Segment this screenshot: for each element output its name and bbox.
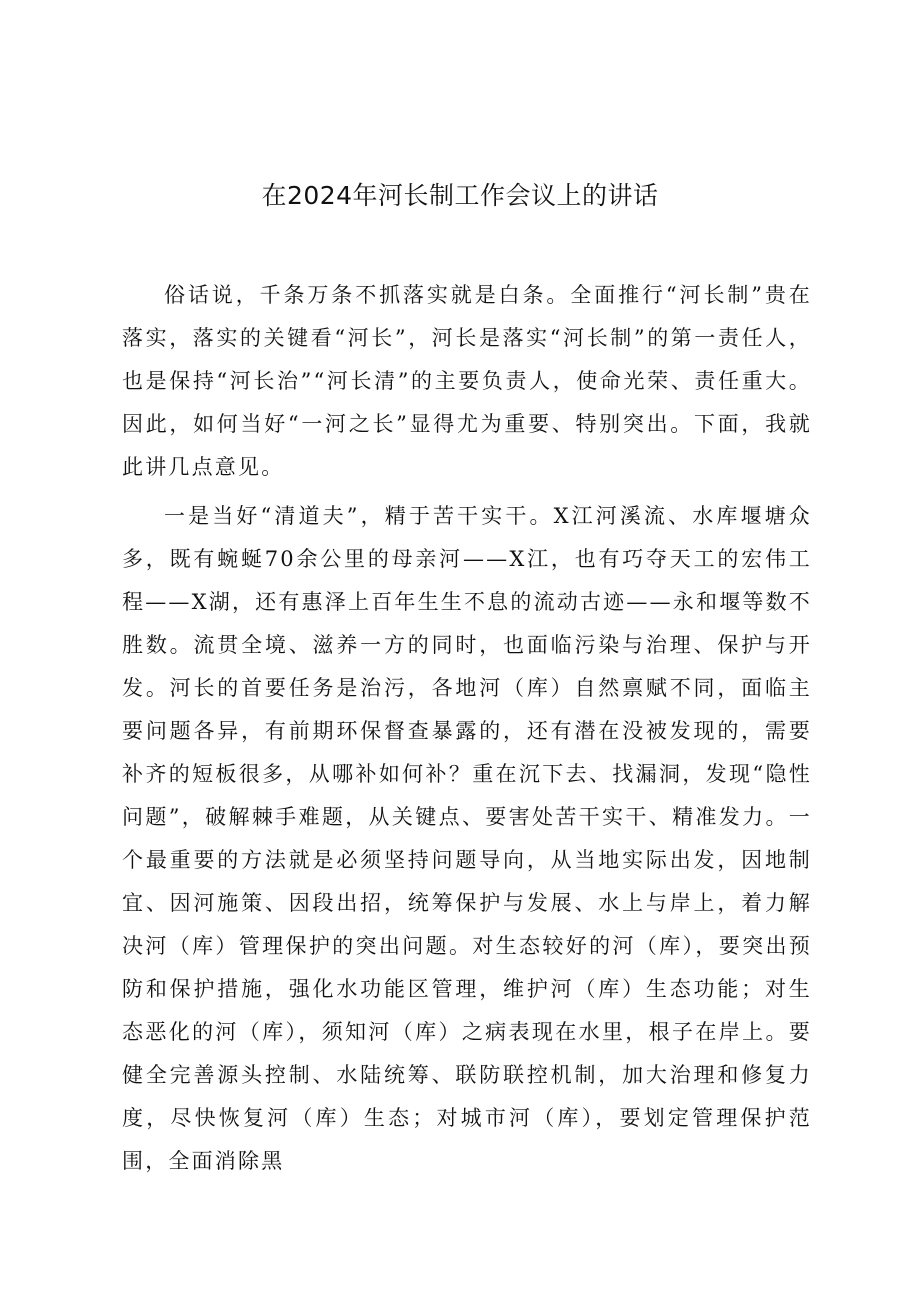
document-title: 在2024年河长制工作会议上的讲话 [261,181,659,210]
paragraph-intro: 俗话说，千条万条不抓落实就是白条。全面推行“河长制”贵在落实，落实的关键看“河长”，河长是落实“河长制”的第一责任人，也是保持“河长治”“河长清”的主要负责人，使命光荣、责任重大。因此，如何当好“一河之长”显得尤为重要、特别突出。下面，我就此讲几点意见。 [122,283,812,479]
paragraph-point-one: 一是当好“清道夫”，精于苦干实干。X江河溪流、水库堰塘众多，既有蜿蜒70余公里的母亲河——X江，也有巧夺天工的宏伟工程——X湖，还有惠泽上百年生生不息的流动古迹——永和堰等数不胜数。流贯全境、滋养一方的同时，也面临污染与治理、保护与开发。河长的首要任务是治污，各地河（库）自然禀赋不同，面临主要问题各异，有前期环保督查暴露的，还有潜在没被发现的，需要补齐的短板很多，从哪补如何补？重在沉下去、找漏洞，发现“隐性问题”，破解棘手难题，从关键点、要害处苦干实干、精准发力。一个最重要的方法就是必须坚持问题导向，从当地实际出发，因地制宜、因河施策、因段出招，统筹保护与发展、水上与岸上，着力解决河（库）管理保护的突出问题。对生态较好的河（库），要突出预防和保护措施，强化水功能区管理，维护河（库）生态功能；对生态恶化的河（库），须知河（库）之病表现在水里，根子在岸上。要健全完善源头控制、水陆统筹、联防联控机制，加大治理和修复力度，尽快恢复河（库）生态；对城市河（库），要划定管理保护范围，全面消除黑 [122,504,812,1173]
document-body [122,274,812,1189]
